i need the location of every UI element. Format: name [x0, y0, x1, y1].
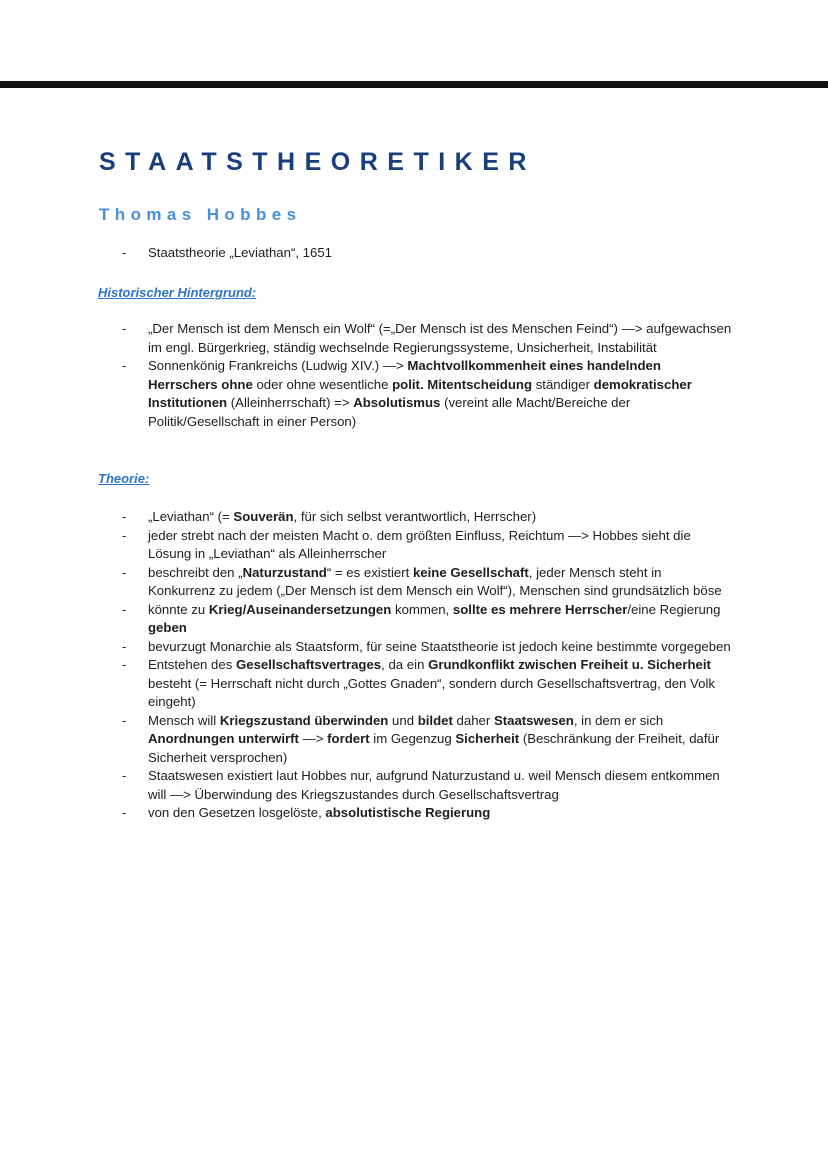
text-run: daher	[452, 712, 494, 728]
text-run: —>	[298, 731, 328, 746]
dash-bullet: -	[122, 321, 127, 336]
text-run: “ = es existiert	[326, 564, 413, 580]
bold-text: Grundkonflikt zwischen Freiheit u. Sicherheit	[428, 657, 711, 672]
text-run: Staatswesen existiert laut Hobbes nur, aufgrund Naturzustand u. weil Mensch diesem entkommen will —> Überwindung des Kriegszustandes durch Gesellschaftsvertrag	[148, 768, 720, 802]
text-run: oder ohne wesentliche	[252, 376, 393, 392]
bold-text: Sicherheit	[455, 731, 520, 746]
dash-bullet: -	[122, 601, 127, 617]
bold-text: keine Gesellschaft	[412, 564, 529, 580]
bold-text: fordert	[327, 731, 370, 746]
text-run: Mensch will	[148, 712, 220, 728]
list-item	[0, 244, 732, 263]
dash-bullet: -	[122, 638, 127, 654]
page-title: STAATSTHEORETIKER	[99, 148, 536, 176]
text-run: könnte zu	[148, 601, 209, 617]
text-run: , in dem er sich	[573, 712, 664, 728]
text-run: Sonnenkönig Frankreichs (Ludwig XIV.) —>	[148, 358, 408, 373]
list-item	[0, 712, 732, 768]
list-item	[0, 767, 732, 804]
text-run: besteht (= Herrschaft nicht durch „Gottes Gnaden“, sondern durch Gesellschaftsvertrag, den Volk eingeht)	[148, 675, 715, 709]
text-run: und	[388, 712, 418, 728]
bold-text: Naturzustand	[242, 564, 327, 580]
text-run: ständiger	[532, 376, 594, 392]
text-run: Entstehen des	[148, 657, 236, 672]
historical-background-list	[0, 320, 828, 431]
dash-bullet: -	[122, 509, 127, 524]
text-run: im Gegenzug	[369, 731, 456, 746]
section-subtitle: Thomas Hobbes	[99, 205, 302, 224]
bold-text: Gesellschaftsvertrages	[235, 657, 382, 672]
intro-list	[0, 244, 828, 263]
list-item	[0, 357, 732, 431]
text-run: /eine Regierung	[627, 601, 721, 617]
list-item	[0, 638, 732, 657]
bold-text: Staatswesen	[493, 712, 574, 728]
dash-bullet: -	[122, 768, 127, 783]
dash-bullet: -	[122, 245, 127, 260]
bold-text: sollte es mehrere Herrscher	[452, 601, 628, 617]
dash-bullet: -	[122, 358, 127, 373]
heading-historical-background: Historischer Hintergrund:	[98, 285, 257, 300]
bold-text: Anordnungen unterwirft	[148, 731, 299, 746]
dash-bullet: -	[122, 712, 127, 728]
text-run: bevurzugt Monarchie als Staatsform, für seine Staatstheorie ist jedoch keine bestimmte vorgegeben	[148, 638, 731, 654]
list-item	[0, 601, 732, 638]
list-item	[0, 527, 732, 564]
list-item	[0, 656, 732, 712]
dash-bullet: -	[122, 657, 127, 672]
bold-text: demokratischer Institutionen	[148, 376, 692, 410]
theory-list	[0, 508, 828, 823]
bold-text: geben	[148, 620, 187, 635]
bold-text: polit. Mitentscheidung	[392, 376, 533, 392]
text-run: kommen,	[391, 601, 453, 617]
text-run: von den Gesetzen losgelöste,	[148, 805, 326, 820]
top-rule	[0, 81, 828, 88]
dash-bullet: -	[122, 564, 127, 580]
bold-text: Machtvollkommenheit eines handelnden Herrschers ohne	[148, 358, 661, 392]
text-run: , für sich selbst verantwortlich, Herrscher)	[293, 509, 537, 524]
dash-bullet: -	[122, 805, 127, 820]
text-run: jeder strebt nach der meisten Macht o. dem größten Einfluss, Reichtum —> Hobbes sieht die Lösung in „Leviathan“ als Alleinherrscher	[148, 527, 691, 561]
list-item	[0, 564, 732, 601]
bold-text: Souverän	[233, 509, 294, 524]
list-item	[0, 508, 732, 527]
text-run: „Der Mensch ist dem Mensch ein Wolf“ (=„Der Mensch ist des Menschen Feind“) —> aufgewachsen im engl. Bürgerkrieg, ständig wechselnde Regierungssysteme, Unsicherheit, Instabilität	[148, 321, 732, 355]
bold-text: absolutistische Regierung	[325, 805, 491, 820]
list-item	[0, 320, 732, 357]
text-run: (Alleinherrschaft) =>	[227, 395, 354, 410]
text-run: , jeder Mensch steht in Konkurrenz zu jedem („Der Mensch ist dem Mensch ein Wolf“), Menschen sind grundsätzlich böse	[148, 564, 722, 598]
dash-bullet: -	[122, 527, 127, 543]
text-run: (Beschränkung der Freiheit, dafür Sicherheit versprochen)	[148, 731, 720, 765]
text-run: , da ein	[381, 657, 429, 672]
bold-text: bildet	[417, 712, 453, 728]
text-run: beschreibt den „	[148, 564, 243, 580]
heading-theory: Theorie:	[98, 471, 150, 486]
text-run: (vereint alle Macht/Bereiche der Politik/Gesellschaft in einer Person)	[148, 395, 631, 429]
bold-text: Absolutismus	[353, 395, 441, 410]
text-run: Staatstheorie „Leviathan“, 1651	[148, 245, 333, 260]
bold-text: Krieg/Auseinandersetzungen	[208, 601, 392, 617]
bold-text: Kriegszustand überwinden	[219, 712, 389, 728]
list-item	[0, 804, 732, 823]
text-run: „Leviathan“ (=	[148, 509, 234, 524]
